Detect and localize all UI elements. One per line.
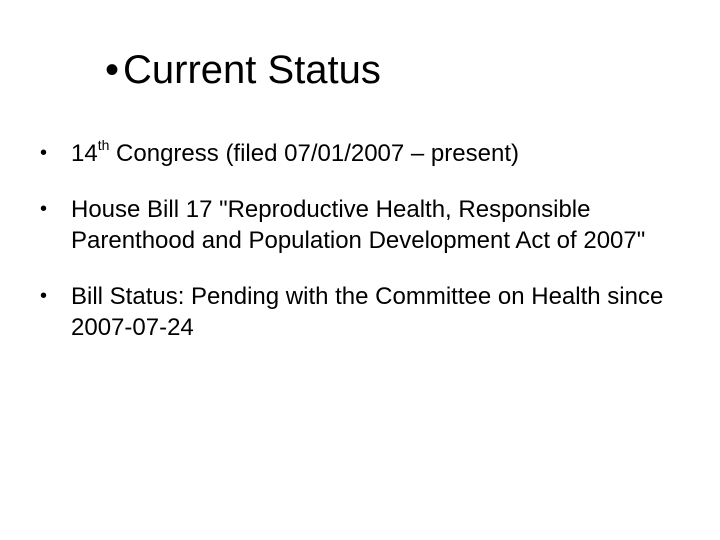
title-bullet: •: [105, 48, 120, 92]
bullet-marker: •: [40, 198, 48, 220]
bullet-text: Bill Status: Pending with the Committee on Health since 2007-07-24: [71, 283, 664, 341]
bullet-marker: •: [40, 285, 48, 307]
bullet-marker: •: [40, 142, 48, 164]
bullet-text: House Bill 17 "Reproductive Health, Responsible Parenthood and Population Development Act of 2007": [71, 196, 646, 254]
bullet-list: [40, 138, 700, 368]
slide-title: [105, 46, 381, 94]
bullet-item-house-bill: [40, 194, 700, 256]
title-text: Current Status: [123, 48, 381, 92]
bullet-item-bill-status: [40, 281, 700, 343]
bullet-text: Congress (filed 07/01/2007 – present): [109, 140, 519, 167]
bullet-text-superscript: th: [97, 137, 110, 153]
bullet-text-prefix: 14: [71, 140, 98, 167]
bullet-item-congress: [40, 138, 700, 169]
